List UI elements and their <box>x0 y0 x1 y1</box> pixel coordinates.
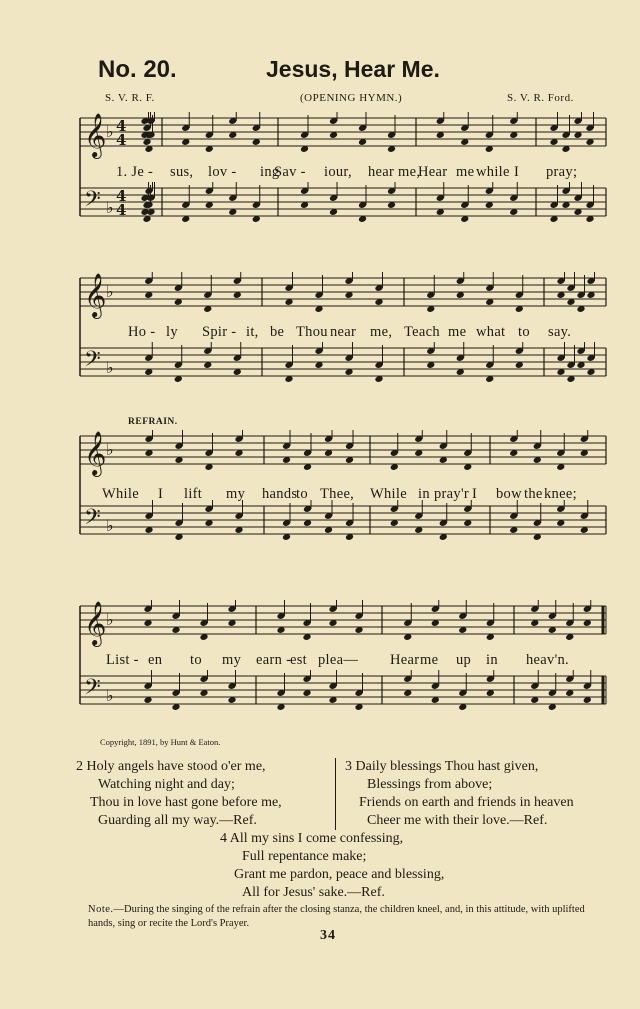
stanza-line: Cheer me with their love.—Ref. <box>367 813 548 828</box>
lyric-syllable: my <box>226 486 246 502</box>
stanza-line: Full repentance make; <box>242 849 367 864</box>
flat-icon: ♭ <box>106 610 114 629</box>
stanza-4 <box>220 830 444 902</box>
copyright-notice: Copyright, 1891, by Hunt & Eaton. <box>100 737 221 747</box>
bass-clef-icon: 𝄢 <box>84 675 101 705</box>
lyric-syllable: me <box>456 164 475 180</box>
lyric-syllable: me <box>448 324 467 340</box>
treble-clef-icon: 𝄞 <box>84 273 107 317</box>
lyric-syllable: near <box>330 324 357 340</box>
occasion-label: (OPENING HYMN.) <box>300 92 403 104</box>
stanza-line: 2 Holy angels have stood o'er me, <box>76 759 266 774</box>
lyric-syllable: Sav - <box>274 164 306 180</box>
flat-icon: ♭ <box>106 122 114 141</box>
lyric-syllable: me, <box>398 164 421 180</box>
performance-note <box>88 903 588 931</box>
lyric-syllable: plea— <box>318 652 359 668</box>
stanza-line: 3 Daily blessings Thou hast given, <box>345 759 539 774</box>
refrain-label: REFRAIN. <box>128 417 178 427</box>
flat-icon: ♭ <box>106 282 114 301</box>
lyric-syllable: iour, <box>324 164 352 180</box>
lyric-syllable: Ho - <box>128 324 156 340</box>
time-signature: 4 <box>116 187 127 205</box>
lyric-syllable: me <box>420 652 439 668</box>
lyric-syllable: to <box>518 324 530 340</box>
treble-clef-icon: 𝄞 <box>84 113 107 157</box>
lyric-syllable: in <box>486 652 498 668</box>
stanza-line: All for Jesus' sake.—Ref. <box>242 885 385 900</box>
flat-icon: ♭ <box>106 440 114 459</box>
lyric-syllable: Thou <box>296 324 328 340</box>
lyric-syllable: ing <box>260 164 280 180</box>
hymn-number: No. 20. <box>98 56 177 83</box>
lyric-syllable: While <box>102 486 139 502</box>
flat-icon: ♭ <box>106 516 114 535</box>
stanza-line: Thou in love hast gone before me, <box>90 795 282 810</box>
lyric-syllable: I <box>514 164 520 180</box>
stanza-2 <box>76 758 282 830</box>
bass-clef-icon: 𝄢 <box>84 187 101 217</box>
stanza-line: Grant me pardon, peace and blessing, <box>234 867 445 882</box>
stanza-line: Watching night and day; <box>98 777 235 792</box>
lyric-syllable: say. <box>548 324 572 340</box>
lyric-syllable: 1. Je - <box>116 164 154 180</box>
page-number: 34 <box>320 928 336 943</box>
time-signature: 4 <box>116 117 127 135</box>
lyric-syllable: hear <box>368 164 395 180</box>
lyric-syllable: to <box>190 652 202 668</box>
lyric-syllable: ly <box>166 324 178 340</box>
lyric-syllable: en <box>148 652 163 668</box>
lyric-syllable: while <box>476 164 510 180</box>
lyric-syllable: in <box>418 486 430 502</box>
time-signature: 4 <box>116 131 127 149</box>
bass-clef-icon: 𝄢 <box>84 505 101 535</box>
note-label: Note. <box>88 904 114 915</box>
lyric-syllable: what <box>476 324 506 340</box>
lyric-syllable: knee; <box>544 486 577 502</box>
stanza-line: Guarding all my way.—Ref. <box>98 813 257 828</box>
note-text: —During the singing of the refrain after the closing stanza, the children kneel, and, in this attitude, with uplifted hands, sing or recite the Lord's Prayer. <box>88 904 585 929</box>
hymn-title: Jesus, Hear Me. <box>266 56 440 82</box>
flat-icon: ♭ <box>106 198 114 217</box>
lyric-syllable: earn - <box>256 652 292 668</box>
lyric-syllable: I <box>472 486 478 502</box>
stanza-line: Friends on earth and friends in heaven <box>359 795 574 810</box>
lyric-syllable: bow <box>496 486 522 502</box>
lyric-syllable: While <box>370 486 407 502</box>
bass-clef-icon: 𝄢 <box>84 347 101 377</box>
lyric-syllable: lift <box>184 486 203 502</box>
stanza-divider <box>335 758 336 830</box>
lyric-syllable: Teach <box>404 324 440 340</box>
lyric-syllable: List - <box>106 652 139 668</box>
stanza-line: Blessings from above; <box>367 777 493 792</box>
lyric-syllable: my <box>222 652 242 668</box>
lyric-syllable: est <box>290 652 308 668</box>
lyric-syllable: me, <box>370 324 393 340</box>
music-system-1 <box>78 110 608 240</box>
lyric-syllable: be <box>270 324 285 340</box>
lyric-syllable: pray; <box>546 164 578 180</box>
music-system-4 <box>78 598 608 728</box>
lyric-syllable: lov - <box>208 164 237 180</box>
lyric-syllable: Thee, <box>320 486 355 502</box>
lyric-syllable: heav'n. <box>526 652 569 668</box>
lyric-syllable: hands <box>262 486 298 502</box>
lyric-syllable: Spir - <box>202 324 237 340</box>
lyric-syllable: pray'r <box>434 486 470 502</box>
lyric-syllable: up <box>456 652 472 668</box>
flat-icon: ♭ <box>106 686 114 705</box>
stanza-line: 4 All my sins I come confessing, <box>220 831 404 846</box>
lyric-syllable: Hear <box>418 164 448 180</box>
lyric-syllable: Hear <box>390 652 420 668</box>
stanza-3 <box>345 758 574 830</box>
lyric-syllable: to <box>296 486 308 502</box>
lyric-syllable: the <box>524 486 543 502</box>
lyric-syllable: it, <box>246 324 259 340</box>
lyric-syllable: sus, <box>170 164 194 180</box>
music-system-2 <box>78 270 608 395</box>
author-credit: S. V. R. F. <box>105 92 155 104</box>
time-signature: 4 <box>116 201 127 219</box>
composer-credit: S. V. R. Ford. <box>507 92 574 104</box>
music-system-3 <box>78 428 608 558</box>
treble-clef-icon: 𝄞 <box>84 431 107 475</box>
treble-clef-icon: 𝄞 <box>84 601 107 645</box>
lyric-syllable: I <box>158 486 164 502</box>
flat-icon: ♭ <box>106 358 114 377</box>
